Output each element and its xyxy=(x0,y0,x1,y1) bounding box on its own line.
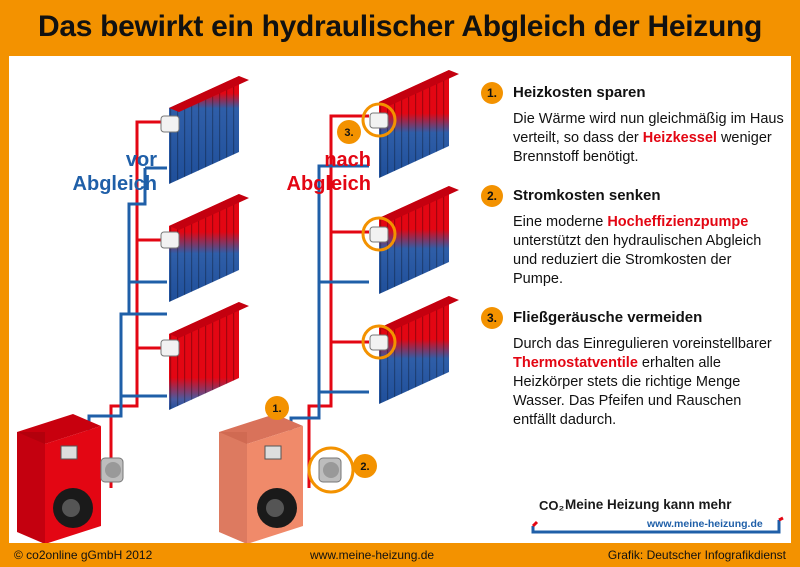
pump-after xyxy=(309,448,353,492)
svg-text:3.: 3. xyxy=(344,127,354,139)
valve-before-top xyxy=(161,116,179,132)
number-badge: 1. xyxy=(481,82,503,104)
text-part: Die Wärme wird nun gleichmäßig im Haus verteilt, so dass der xyxy=(513,111,784,146)
radiator-before-low xyxy=(169,302,249,410)
benefit-text xyxy=(513,335,784,430)
valve-before-mid xyxy=(161,232,179,248)
co2-logo: CO₂ xyxy=(539,498,565,513)
footer-credit: Grafik: Deutscher Infografikdienst xyxy=(607,548,786,562)
label-before xyxy=(39,148,157,196)
text-part: Eine moderne xyxy=(513,214,608,230)
label-before-line1: vor xyxy=(125,149,157,171)
benefit-text xyxy=(513,213,784,289)
label-after-line1: nach xyxy=(324,149,371,171)
highlight-term: Hocheffizienzpumpe xyxy=(607,214,749,230)
highlight-term: Thermostatventile xyxy=(513,355,638,371)
text-part: erhalten alle Heizkörper stets die richtige Menge Wasser. Das Pfeifen und Rauschen entfällt dadurch. xyxy=(513,355,742,428)
marker-pump xyxy=(353,454,377,478)
marker-valve xyxy=(337,120,361,144)
benefit-title: Stromkosten senken xyxy=(513,187,661,204)
radiator-after-mid xyxy=(379,186,459,294)
radiator-before-mid xyxy=(169,194,249,302)
brand-url: www.meine-heizung.de xyxy=(647,518,763,530)
radiator-after-top xyxy=(379,70,459,178)
footer xyxy=(0,543,800,567)
radiator-after-low xyxy=(379,296,459,404)
brand-logo xyxy=(529,496,787,536)
label-before-line2: Abgleich xyxy=(72,173,157,195)
pump-before xyxy=(101,458,123,482)
valve-before-low xyxy=(161,340,179,356)
brand-slogan: Meine Heizung kann mehr xyxy=(565,497,732,512)
benefit-item xyxy=(479,185,784,289)
highlight-term: Heizkessel xyxy=(642,130,717,146)
benefit-title: Fließgeräusche vermeiden xyxy=(513,309,703,326)
label-after xyxy=(249,148,371,196)
svg-text:2.: 2. xyxy=(360,461,370,473)
content-panel xyxy=(9,56,791,543)
number-badge: 2. xyxy=(481,185,503,207)
text-part: Durch das Einregulieren voreinstellbarer xyxy=(513,336,772,352)
number-badge: 3. xyxy=(481,307,503,329)
radiator-before-top xyxy=(169,76,249,184)
footer-url: www.meine-heizung.de xyxy=(310,548,435,562)
text-part: unterstützt den hydraulischen Abgleich und reduziert die Stromkosten der Pumpe. xyxy=(513,233,762,287)
boiler-before xyxy=(17,414,101,543)
footer-copyright: © co2online gGmbH 2012 xyxy=(14,548,153,562)
marker-boiler xyxy=(265,396,289,420)
benefit-title: Heizkosten sparen xyxy=(513,84,646,101)
benefit-item xyxy=(479,307,784,430)
label-after-line2: Abgleich xyxy=(286,173,371,195)
page-title: Das bewirkt ein hydraulischer Abgleich der Heizung xyxy=(37,10,763,43)
benefit-item xyxy=(479,82,784,167)
boiler-after xyxy=(219,414,303,543)
text-part: weniger Brennstoff benötigt. xyxy=(513,130,772,165)
benefit-text xyxy=(513,110,784,167)
svg-text:1.: 1. xyxy=(272,403,282,415)
benefit-list xyxy=(479,82,784,448)
brand-swoosh xyxy=(529,496,787,536)
